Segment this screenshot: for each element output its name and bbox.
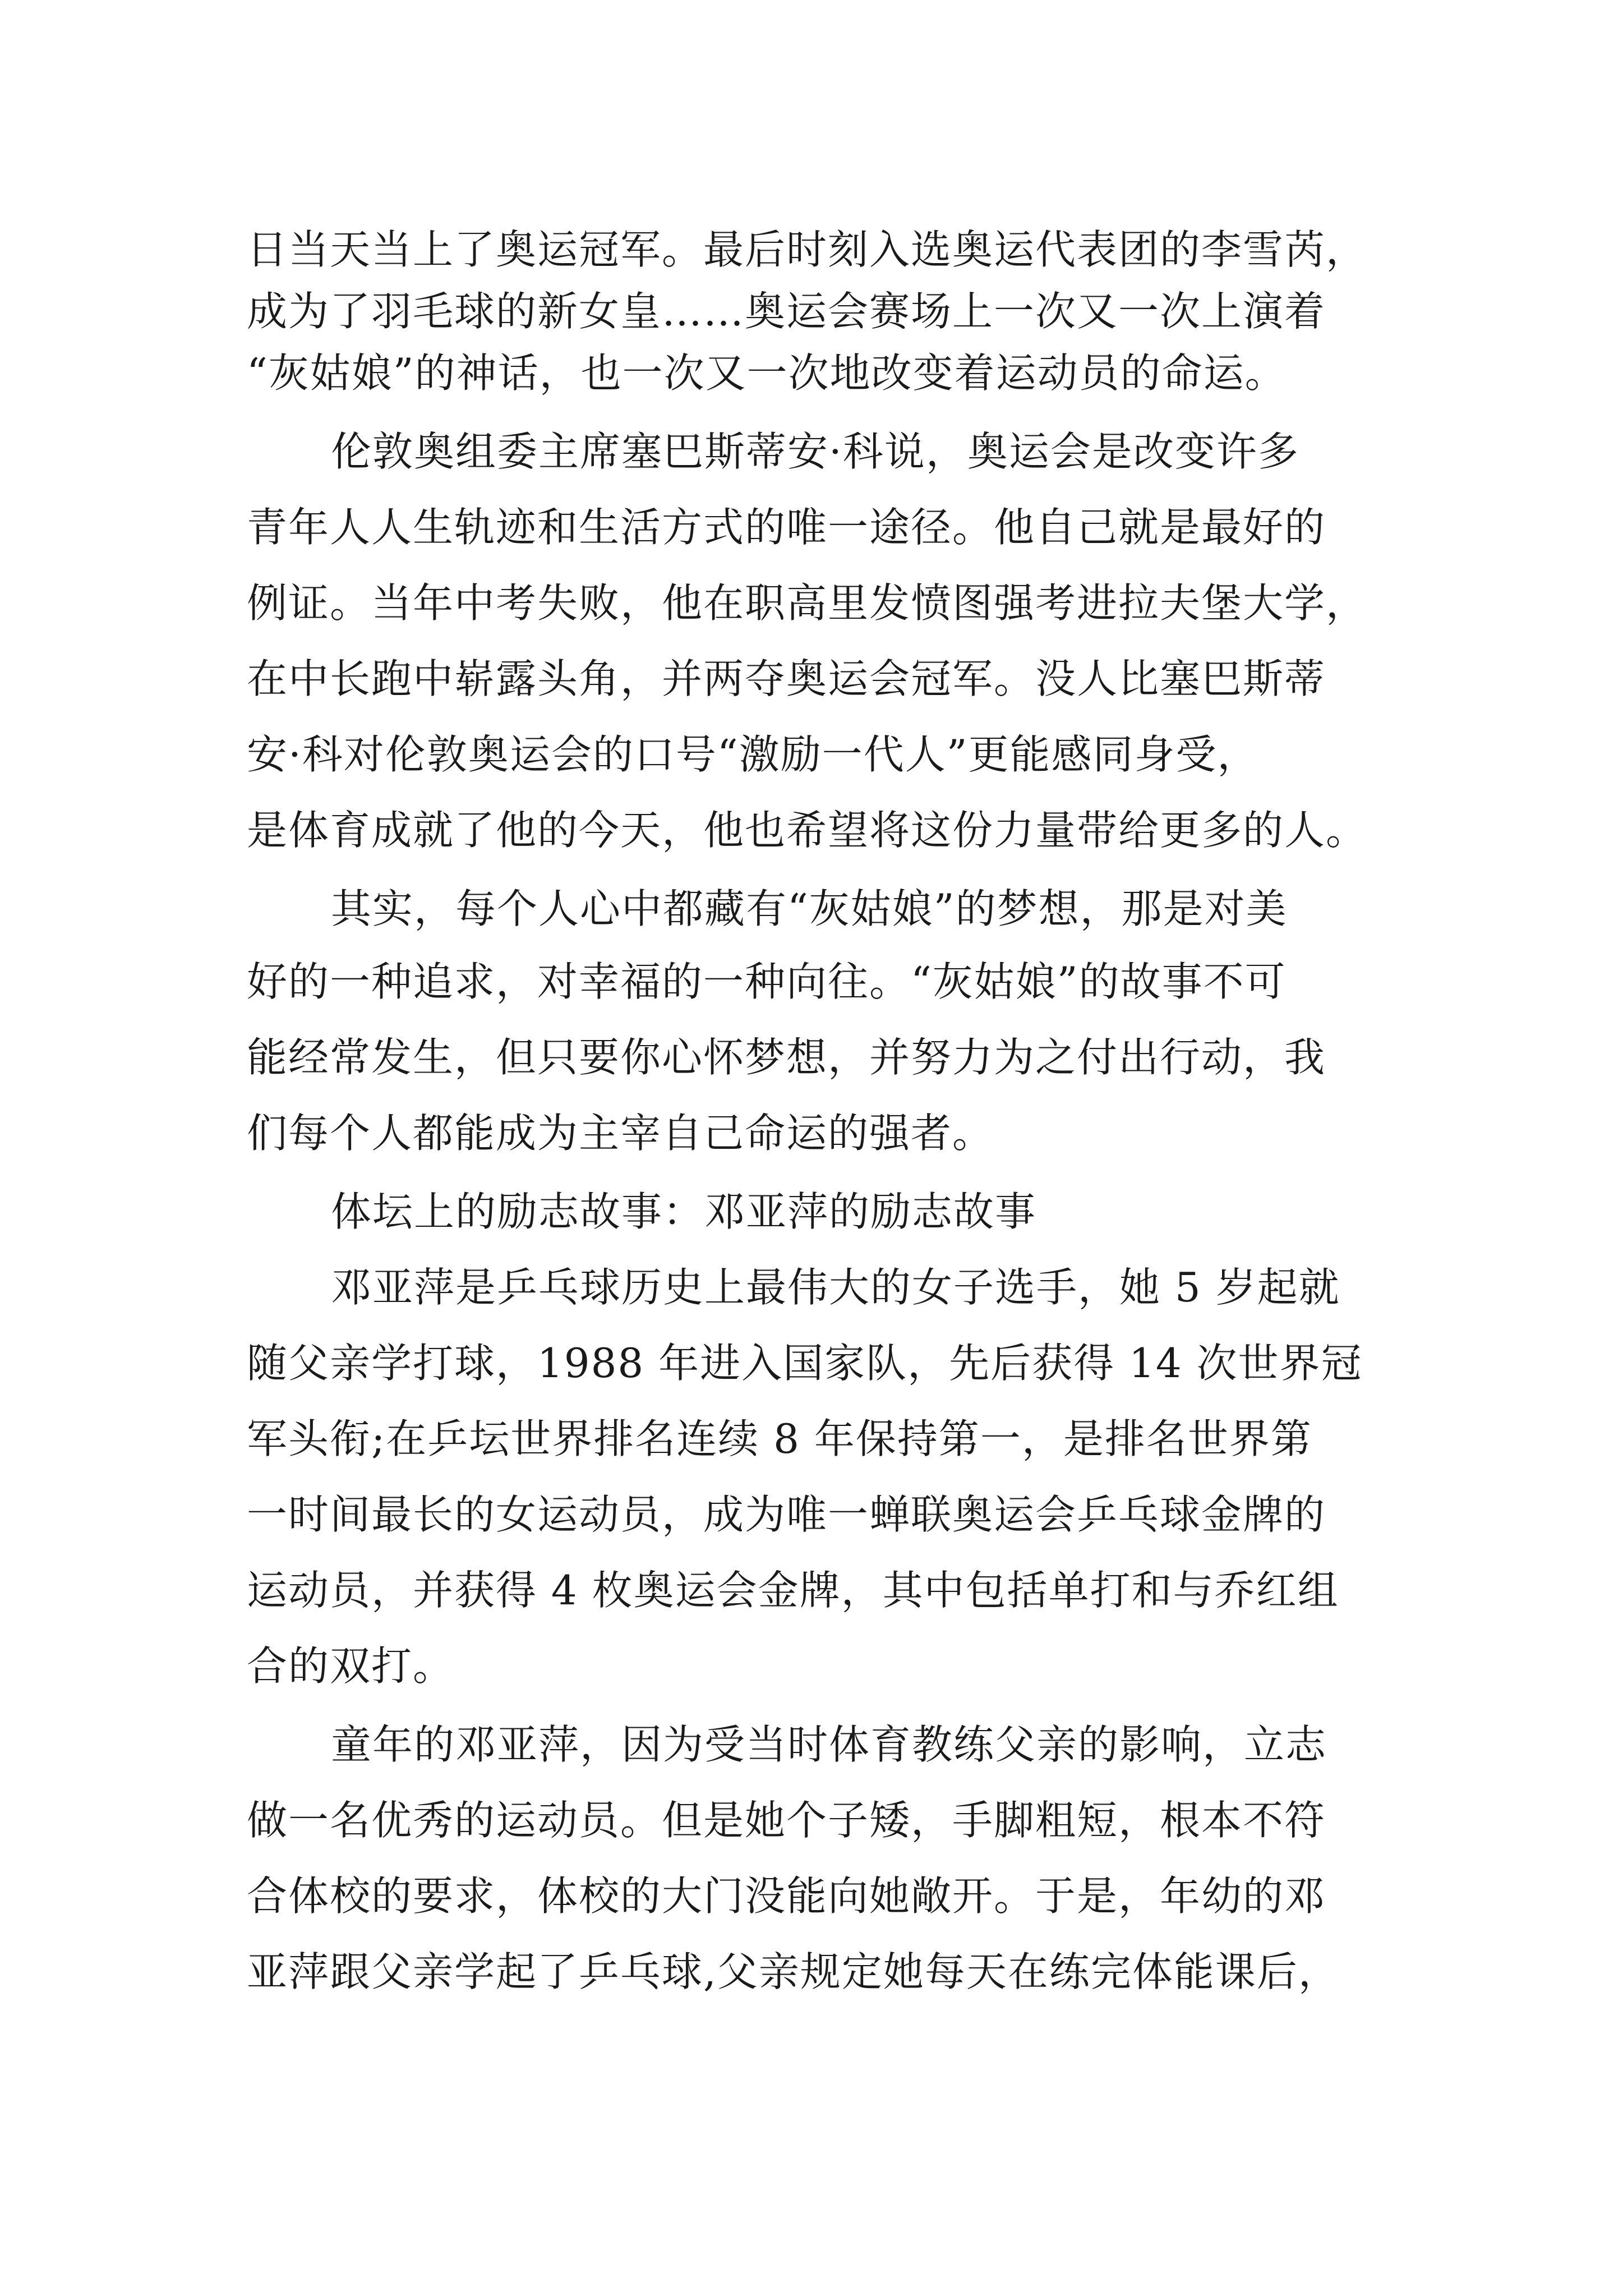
text-line: 青年人人生轨迹和生活方式的唯一途径。他自己就是最好的 (247, 504, 1326, 551)
text-line: 亚萍跟父亲学起了乒乓球,父亲规定她每天在练完体能课后， (247, 1948, 1340, 1995)
text-line: 在中长跑中崭露头角，并两夺奥运会冠军。没人比塞巴斯蒂 (247, 655, 1326, 702)
text-line: 童年的邓亚萍，因为受当时体育教练父亲的影响，立志 (331, 1721, 1327, 1768)
text-line: 随父亲学打球，1988 年进入国家队，先后获得 14 次世界冠 (247, 1340, 1363, 1387)
section-heading: 体坛上的励志故事：邓亚萍的励志故事 (331, 1188, 1037, 1235)
text-line: 成为了羽毛球的新女皇……奥运会赛场上一次又一次上演着 (247, 288, 1326, 335)
text-line: 做一名优秀的运动员。但是她个子矮，手脚粗短，根本不符 (247, 1797, 1326, 1844)
text-line: 能经常发生，但只要你心怀梦想，并努力为之付出行动，我 (247, 1034, 1326, 1081)
text-line: 好的一种追求，对幸福的一种向往。“灰姑娘”的故事不可 (247, 958, 1287, 1005)
text-line: 邓亚萍是乒乓球历史上最伟大的女子选手，她 5 岁起就 (331, 1264, 1340, 1311)
text-line: 是体育成就了他的今天，他也希望将这份力量带给更多的人。 (247, 807, 1368, 854)
text-line: 例证。当年中考失败，他在职高里发愤图强考进拉夫堡大学， (247, 579, 1368, 627)
text-line: 军头衔;在乒坛世界排名连续 8 年保持第一，是排名世界第 (247, 1415, 1312, 1462)
text-line: 合体校的要求，体校的大门没能向她敞开。于是，年幼的邓 (247, 1872, 1326, 1920)
text-line: 其实，每个人心中都藏有“灰姑娘”的梦想，那是对美 (331, 885, 1288, 932)
text-line: 们每个人都能成为主宰自己命运的强者。 (247, 1110, 994, 1157)
text-line: 合的双打。 (247, 1642, 455, 1690)
text-line: 一时间最长的女运动员，成为唯一蝉联奥运会乒乓球金牌的 (247, 1491, 1326, 1538)
text-line: “灰姑娘”的神话，也一次又一次地改变着运动员的命运。 (247, 349, 1287, 397)
text-line: 安·科对伦敦奥运会的口号“激励一代人”更能感同身受， (247, 731, 1259, 778)
text-line: 日当天当上了奥运冠军。最后时刻入选奥运代表团的李雪芮， (247, 226, 1368, 273)
text-line: 伦敦奥组委主席塞巴斯蒂安·科说，奥运会是改变许多 (331, 428, 1299, 475)
text-line: 运动员，并获得 4 枚奥运会金牌，其中包括单打和与乔红组 (247, 1567, 1339, 1614)
